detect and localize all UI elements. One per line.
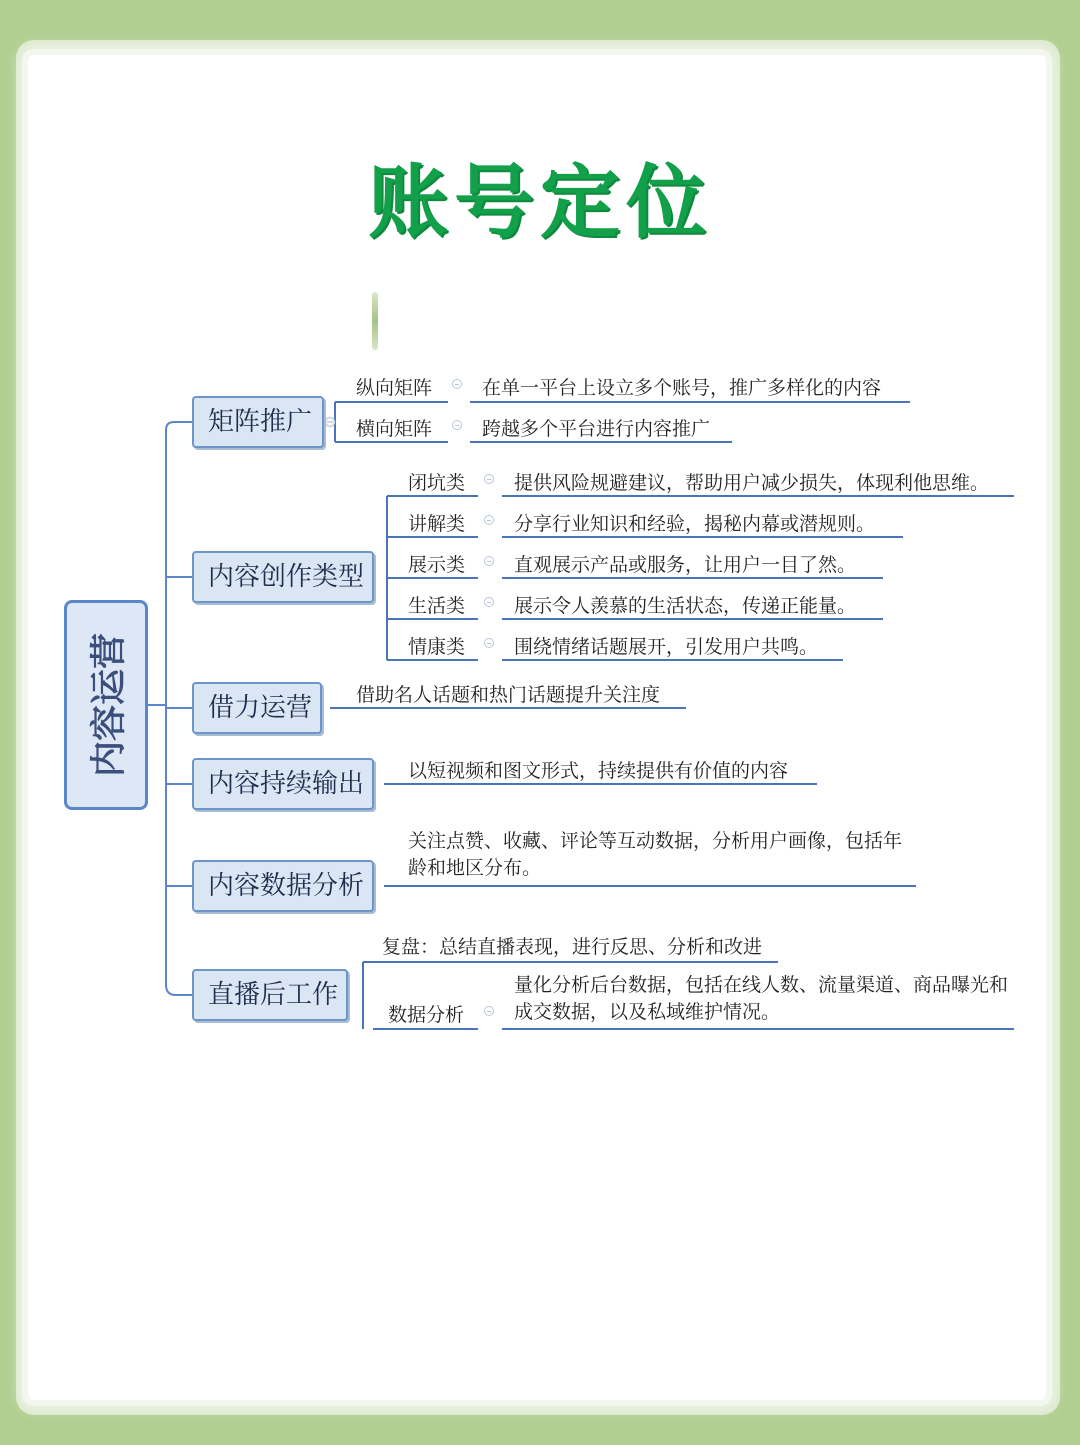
leaf-text: 跨越多个平台进行内容推广 bbox=[482, 418, 711, 440]
sub-label: 数据分析 bbox=[388, 1004, 465, 1026]
page-title: 账号定位 bbox=[368, 156, 712, 249]
leaf-text: 提供风险规避建议，帮助用户减少损失，体现利他思维。 bbox=[514, 472, 990, 494]
branch-leverage-operation: 借力运营 bbox=[192, 682, 322, 734]
leaf-text: 复盘：总结直播表现，进行反思、分析和改进 bbox=[382, 936, 763, 958]
branch-continuous-output: 内容持续输出 bbox=[192, 758, 374, 810]
root-label: 内容运营 bbox=[88, 632, 130, 778]
leaf-text: 以短视频和图文形式，持续提供有价值的内容 bbox=[408, 760, 789, 782]
leaf-text: 直观展示产品或服务，让用户一目了然。 bbox=[514, 554, 857, 576]
leaf-text: 借助名人话题和热门话题提升关注度 bbox=[356, 684, 661, 706]
collapse-icon bbox=[484, 638, 494, 648]
leaf-text: 关注点赞、收藏、评论等互动数据，分析用户画像，包括年龄和地区分布。 bbox=[408, 830, 903, 879]
collapse-icon bbox=[484, 474, 494, 484]
branch-data-analysis: 内容数据分析 bbox=[192, 860, 374, 912]
sub-label: 讲解类 bbox=[408, 513, 466, 535]
collapse-icon bbox=[484, 515, 494, 525]
leaf-text: 围绕情绪话题展开，引发用户共鸣。 bbox=[514, 636, 819, 658]
trunk-top bbox=[166, 422, 192, 430]
branch-post-live-work: 直播后工作 bbox=[192, 969, 348, 1021]
collapse-icon bbox=[452, 420, 462, 430]
collapse-icon bbox=[484, 597, 494, 607]
leaf-text: 量化分析后台数据，包括在线人数、流量渠道、商品曝光和成交数据，以及私域维护情况。 bbox=[514, 974, 1009, 1023]
sub-label: 纵向矩阵 bbox=[356, 377, 433, 399]
sub-label: 生活类 bbox=[408, 595, 466, 617]
branch-matrix-promotion: 矩阵推广 bbox=[192, 396, 324, 448]
collapse-icon bbox=[484, 556, 494, 566]
collapse-icon bbox=[484, 1006, 494, 1016]
sub-label: 闭坑类 bbox=[408, 472, 466, 494]
branch-content-types: 内容创作类型 bbox=[192, 551, 374, 603]
sub-label: 横向矩阵 bbox=[356, 418, 433, 440]
root-node bbox=[64, 600, 148, 810]
leaf-text: 展示令人羡慕的生活状态，传递正能量。 bbox=[514, 595, 857, 617]
leaf-text: 在单一平台上设立多个账号，推广多样化的内容 bbox=[482, 377, 882, 399]
sub-label: 展示类 bbox=[408, 554, 466, 576]
sub-label: 情康类 bbox=[408, 636, 466, 658]
leaf-text: 分享行业知识和经验，揭秘内幕或潜规则。 bbox=[514, 513, 876, 535]
collapse-icon bbox=[452, 379, 462, 389]
trunk-line bbox=[166, 430, 192, 995]
